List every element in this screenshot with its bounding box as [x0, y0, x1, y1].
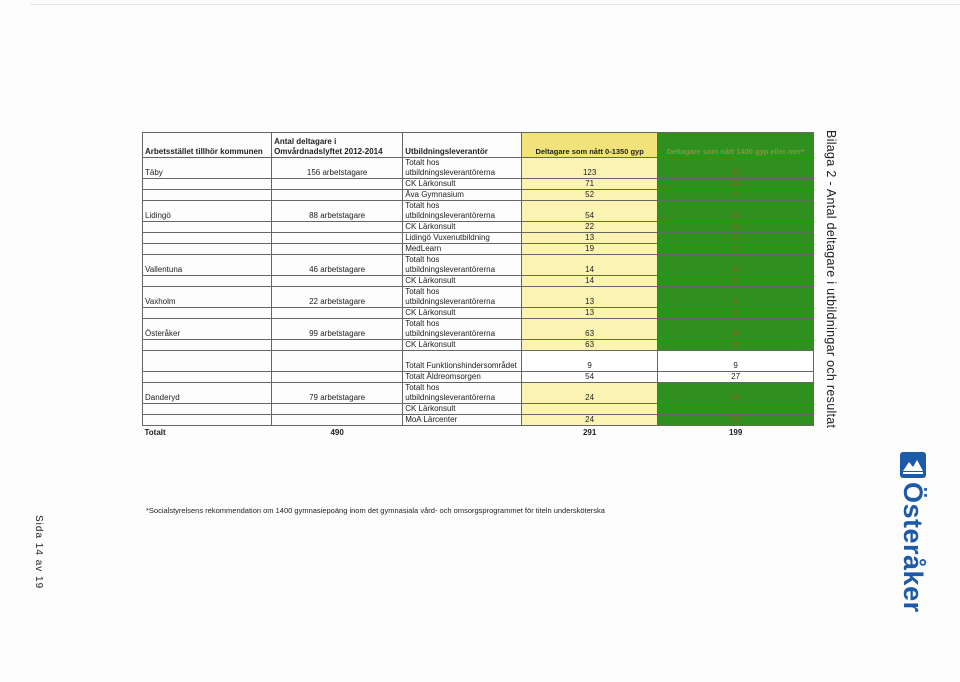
table-row	[143, 255, 814, 276]
municipality-cell	[143, 244, 272, 255]
table-row	[143, 340, 814, 351]
table-row	[143, 190, 814, 201]
header-participants: Antal deltagare i Omvårdnadslyftet 2012-2014	[272, 133, 403, 158]
municipality-cell: Österåker	[143, 319, 272, 340]
provider-cell: Totalt hos utbildningsleverantörerna	[403, 158, 522, 179]
participants-cell: 88 arbetstagare	[272, 201, 403, 222]
reached-1400-cell: 32	[658, 276, 814, 287]
reached-0-1350-cell	[522, 404, 658, 415]
provider-cell: Lidingö Vuxenutbildning	[403, 233, 522, 244]
table-header-row	[143, 133, 814, 158]
table-row	[143, 201, 814, 222]
participants-cell	[272, 415, 403, 426]
header-reached-1400: Deltagare som nått 1400 gyp eller mer*	[658, 133, 814, 158]
totals-label: Totalt	[144, 428, 166, 437]
municipality-cell	[143, 308, 272, 319]
reached-0-1350-cell: 13	[522, 287, 658, 308]
participants-cell: 99 arbetstagare	[272, 319, 403, 340]
participants-cell	[272, 190, 403, 201]
table-row	[143, 319, 814, 340]
side-title: Bilaga 2 - Antal deltagare i utbildningar och resultat	[824, 130, 838, 429]
municipality-cell	[143, 190, 272, 201]
header-reached-0-1350: Deltagare som nått 0-1350 gyp	[522, 133, 658, 158]
reached-0-1350-cell: 54	[522, 201, 658, 222]
municipality-cell: Lidingö	[143, 201, 272, 222]
provider-cell: Totalt hos utbildningsleverantörerna	[403, 319, 522, 340]
table-row	[143, 276, 814, 287]
municipality-cell	[143, 276, 272, 287]
reached-0-1350-cell: 13	[522, 308, 658, 319]
participants-cell	[272, 308, 403, 319]
participants-cell	[272, 233, 403, 244]
participants-cell	[272, 404, 403, 415]
logo-text: Österåker	[898, 482, 928, 613]
reached-0-1350-cell: 14	[522, 276, 658, 287]
participants-cell: 156 arbetstagare	[272, 158, 403, 179]
reached-1400-cell: 33	[658, 158, 814, 179]
header-provider: Utbildningsleverantör	[403, 133, 522, 158]
table-row	[143, 244, 814, 255]
provider-cell: CK Lärkonsult	[403, 179, 522, 190]
municipality-cell	[143, 415, 272, 426]
reached-0-1350-cell: 13	[522, 233, 658, 244]
reached-1400-cell: 27	[658, 372, 814, 383]
osteraker-logo	[896, 452, 936, 613]
participants-cell: 46 arbetstagare	[272, 255, 403, 276]
reached-0-1350-cell: 52	[522, 190, 658, 201]
reached-0-1350-cell: 24	[522, 415, 658, 426]
participants-cell	[272, 179, 403, 190]
reached-1400-cell: 34	[658, 222, 814, 233]
participants-cell: 22 arbetstagare	[272, 287, 403, 308]
reached-1400-cell: 34	[658, 201, 814, 222]
municipality-cell: Danderyd	[143, 383, 272, 404]
table-row	[143, 383, 814, 404]
reached-0-1350-cell: 54	[522, 372, 658, 383]
page-number: Sida 14 av 19	[33, 515, 44, 590]
provider-cell: Totalt Äldreomsorgen	[403, 372, 522, 383]
provider-cell: MoA Lärcenter	[403, 415, 522, 426]
table-row	[143, 158, 814, 179]
participants-cell	[272, 244, 403, 255]
provider-cell: Totalt hos utbildningsleverantörerna	[403, 255, 522, 276]
totals-row	[143, 426, 814, 441]
reached-1400-cell: 0	[658, 233, 814, 244]
reached-0-1350-cell: 71	[522, 179, 658, 190]
participants-cell: 79 arbetstagare	[272, 383, 403, 404]
provider-cell: Totalt Funktionshindersområdet	[403, 351, 522, 372]
reached-1400-cell: 54	[658, 415, 814, 426]
totals-participants: 490	[330, 428, 344, 437]
reached-1400-cell: 1	[658, 404, 814, 415]
reached-0-1350-cell: 19	[522, 244, 658, 255]
provider-cell: Totalt hos utbildningsleverantörerna	[403, 383, 522, 404]
municipality-cell	[143, 372, 272, 383]
reached-1400-cell: 32	[658, 255, 814, 276]
table-row	[143, 287, 814, 308]
reached-0-1350-cell: 22	[522, 222, 658, 233]
provider-cell: CK Lärkonsult	[403, 340, 522, 351]
provider-cell: CK Lärkonsult	[403, 308, 522, 319]
table-row	[143, 404, 814, 415]
reached-0-1350-cell: 63	[522, 340, 658, 351]
municipality-cell: Vaxholm	[143, 287, 272, 308]
totals-reached-0-1350: 291	[582, 428, 597, 437]
municipality-cell	[143, 179, 272, 190]
reached-0-1350-cell: 63	[522, 319, 658, 340]
header-municipality: Arbetsstället tillhör kommunen	[143, 133, 272, 158]
municipality-cell	[143, 340, 272, 351]
footnote: *Socialstyrelsens rekommendation om 1400 gymnasiepoäng inom det gymnasiala vård- och omsorgsprogrammet för titeln undersköterska	[146, 506, 605, 515]
table-row	[143, 351, 814, 372]
table-row	[143, 222, 814, 233]
provider-cell: CK Lärkonsult	[403, 404, 522, 415]
table-row	[143, 308, 814, 319]
reached-0-1350-cell: 123	[522, 158, 658, 179]
participants-cell	[272, 351, 403, 372]
reached-1400-cell: 9	[658, 287, 814, 308]
totals-spacer	[403, 426, 522, 441]
reached-1400-cell: 9	[658, 308, 814, 319]
reached-1400-cell: 9	[658, 190, 814, 201]
reached-0-1350-cell: 24	[522, 383, 658, 404]
provider-cell: CK Lärkonsult	[403, 276, 522, 287]
participants-cell	[272, 372, 403, 383]
provider-cell: Åva Gymnasium	[403, 190, 522, 201]
table-row	[143, 372, 814, 383]
provider-cell: Totalt hos utbildningsleverantörerna	[403, 201, 522, 222]
municipality-cell	[143, 233, 272, 244]
provider-cell: MedLearn	[403, 244, 522, 255]
provider-cell: CK Lärkonsult	[403, 222, 522, 233]
municipality-cell: Täby	[143, 158, 272, 179]
municipality-cell	[143, 404, 272, 415]
reached-1400-cell: 36	[658, 340, 814, 351]
reached-1400-cell: 9	[658, 351, 814, 372]
municipality-cell: Vallentuna	[143, 255, 272, 276]
reached-0-1350-cell: 9	[522, 351, 658, 372]
top-divider	[30, 4, 960, 5]
totals-reached-1400: 199	[728, 428, 743, 437]
municipality-cell	[143, 222, 272, 233]
table-row	[143, 233, 814, 244]
participants-cell	[272, 276, 403, 287]
logo-mark-icon	[900, 452, 926, 478]
provider-cell: Totalt hos utbildningsleverantörerna	[403, 287, 522, 308]
reached-0-1350-cell: 14	[522, 255, 658, 276]
participants-cell	[272, 222, 403, 233]
participants-table	[142, 132, 814, 440]
municipality-cell	[143, 351, 272, 372]
participants-cell	[272, 340, 403, 351]
table-row	[143, 415, 814, 426]
reached-1400-cell: 0	[658, 244, 814, 255]
reached-1400-cell: 36	[658, 319, 814, 340]
reached-1400-cell: 24	[658, 179, 814, 190]
table-row	[143, 179, 814, 190]
reached-1400-cell: 55	[658, 383, 814, 404]
